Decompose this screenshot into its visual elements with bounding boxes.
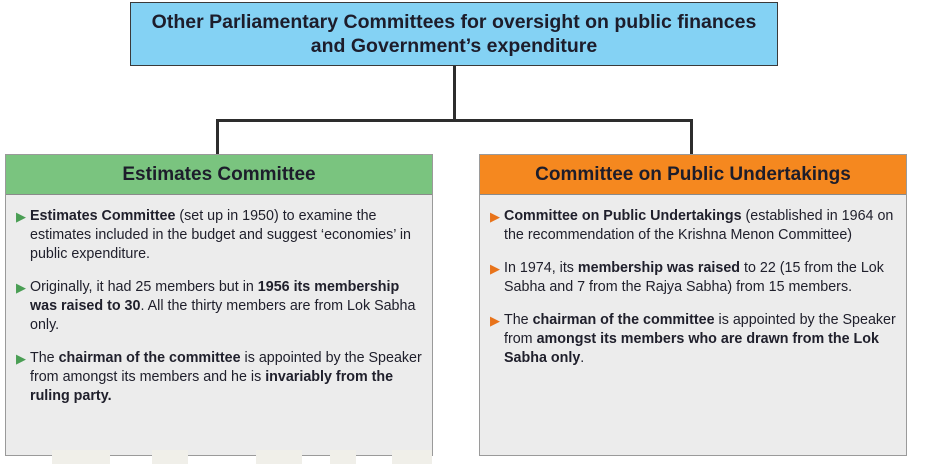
list-item — [490, 207, 896, 245]
list-item-text: Committee on Public Undertakings (established in 1964 on the recommendation of the Krishna Menon Committee) — [504, 208, 894, 243]
panel-header-committee-on-public-undertakings — [480, 155, 906, 195]
panel-estimates-committee — [5, 154, 433, 456]
watermark-shape — [152, 450, 188, 464]
panel-title: Committee on Public Undertakings — [535, 163, 851, 185]
triangle-right-icon: ▶ — [490, 313, 500, 328]
panel-body-committee-on-public-undertakings — [480, 195, 906, 455]
header-box — [130, 2, 778, 66]
list-item-text: In 1974, its membership was raised to 22 (15 from the Lok Sabha and 7 from the Rajya Sabha) from 15 members. — [504, 260, 884, 295]
panel-header-estimates-committee — [6, 155, 432, 195]
list-item — [490, 259, 896, 297]
header-title: Other Parliamentary Committees for oversight on public finances and Government’s expenditure — [151, 10, 757, 57]
connector-vertical-stem — [453, 66, 456, 121]
panel-title: Estimates Committee — [122, 163, 316, 185]
list-item — [16, 349, 422, 406]
triangle-right-icon: ▶ — [16, 209, 26, 224]
triangle-right-icon: ▶ — [16, 351, 26, 366]
list-item — [16, 207, 422, 264]
panel-committee-on-public-undertakings — [479, 154, 907, 456]
triangle-right-icon: ▶ — [490, 209, 500, 224]
panel-body-estimates-committee — [6, 195, 432, 455]
connector-horizontal-bar — [216, 119, 693, 122]
list-item — [16, 278, 422, 335]
watermark-shape — [52, 450, 110, 464]
connector-right-drop — [690, 119, 693, 155]
watermark-shape — [256, 450, 302, 464]
list-item — [490, 311, 896, 368]
watermark-shape — [330, 450, 356, 464]
watermark-shape — [392, 450, 432, 464]
list-item-text: Originally, it had 25 members but in 1956 its membership was raised to 30. All the thirty members are from Lok Sabha only. — [30, 279, 416, 333]
connector-left-drop — [216, 119, 219, 155]
triangle-right-icon: ▶ — [16, 280, 26, 295]
list-item-text: Estimates Committee (set up in 1950) to examine the estimates included in the budget and suggest ‘economies’ in public expenditure. — [30, 208, 411, 262]
list-item-text: The chairman of the committee is appointed by the Speaker from amongst its members who are drawn from the Lok Sabha only. — [504, 312, 896, 366]
list-item-text: The chairman of the committee is appointed by the Speaker from amongst its members and he is invariably from the ruling party. — [30, 350, 422, 404]
triangle-right-icon: ▶ — [490, 261, 500, 276]
